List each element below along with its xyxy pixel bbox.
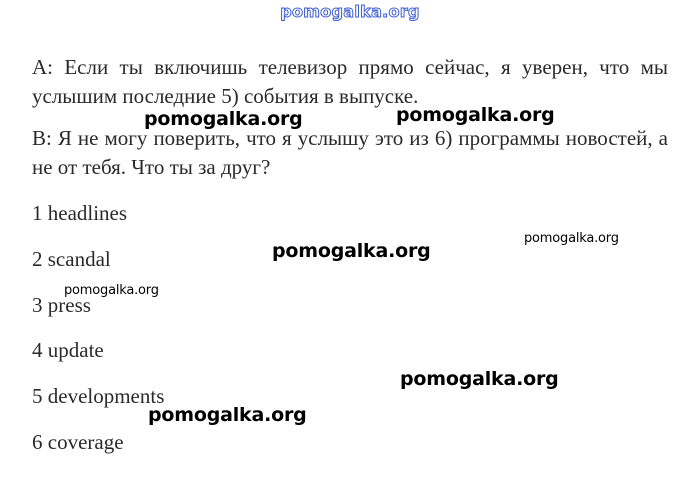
site-watermark-top: pomogalka.org: [280, 2, 420, 21]
watermark: pomogalka.org: [64, 283, 159, 298]
answer-options-list: [32, 199, 164, 474]
dialogue-line-a: A: Если ты включишь телевизор прямо сейчас, я уверен, что мы услышим последние 5) события в выпуске.: [32, 55, 668, 108]
option-item-2: 2 scandal: [32, 246, 111, 271]
option-item-5: 5 developments: [32, 384, 165, 409]
watermark: pomogalka.org: [272, 240, 431, 262]
watermark: pomogalka.org: [148, 404, 307, 426]
dialogue-line-b: B: Я не могу поверить, что я услышу это из 6) программы новостей, а не от тебя. Что ты за друг?: [32, 126, 668, 179]
watermark: pomogalka.org: [400, 368, 559, 390]
option-item-1: 1 headlines: [32, 201, 128, 225]
watermark: pomogalka.org: [144, 108, 303, 130]
option-item-4: 4 update: [32, 338, 104, 363]
option-item-6: 6 coverage: [32, 429, 124, 454]
option-item-3: 3 press: [32, 292, 91, 317]
watermark: pomogalka.org: [396, 104, 555, 126]
watermark: pomogalka.org: [524, 231, 619, 246]
